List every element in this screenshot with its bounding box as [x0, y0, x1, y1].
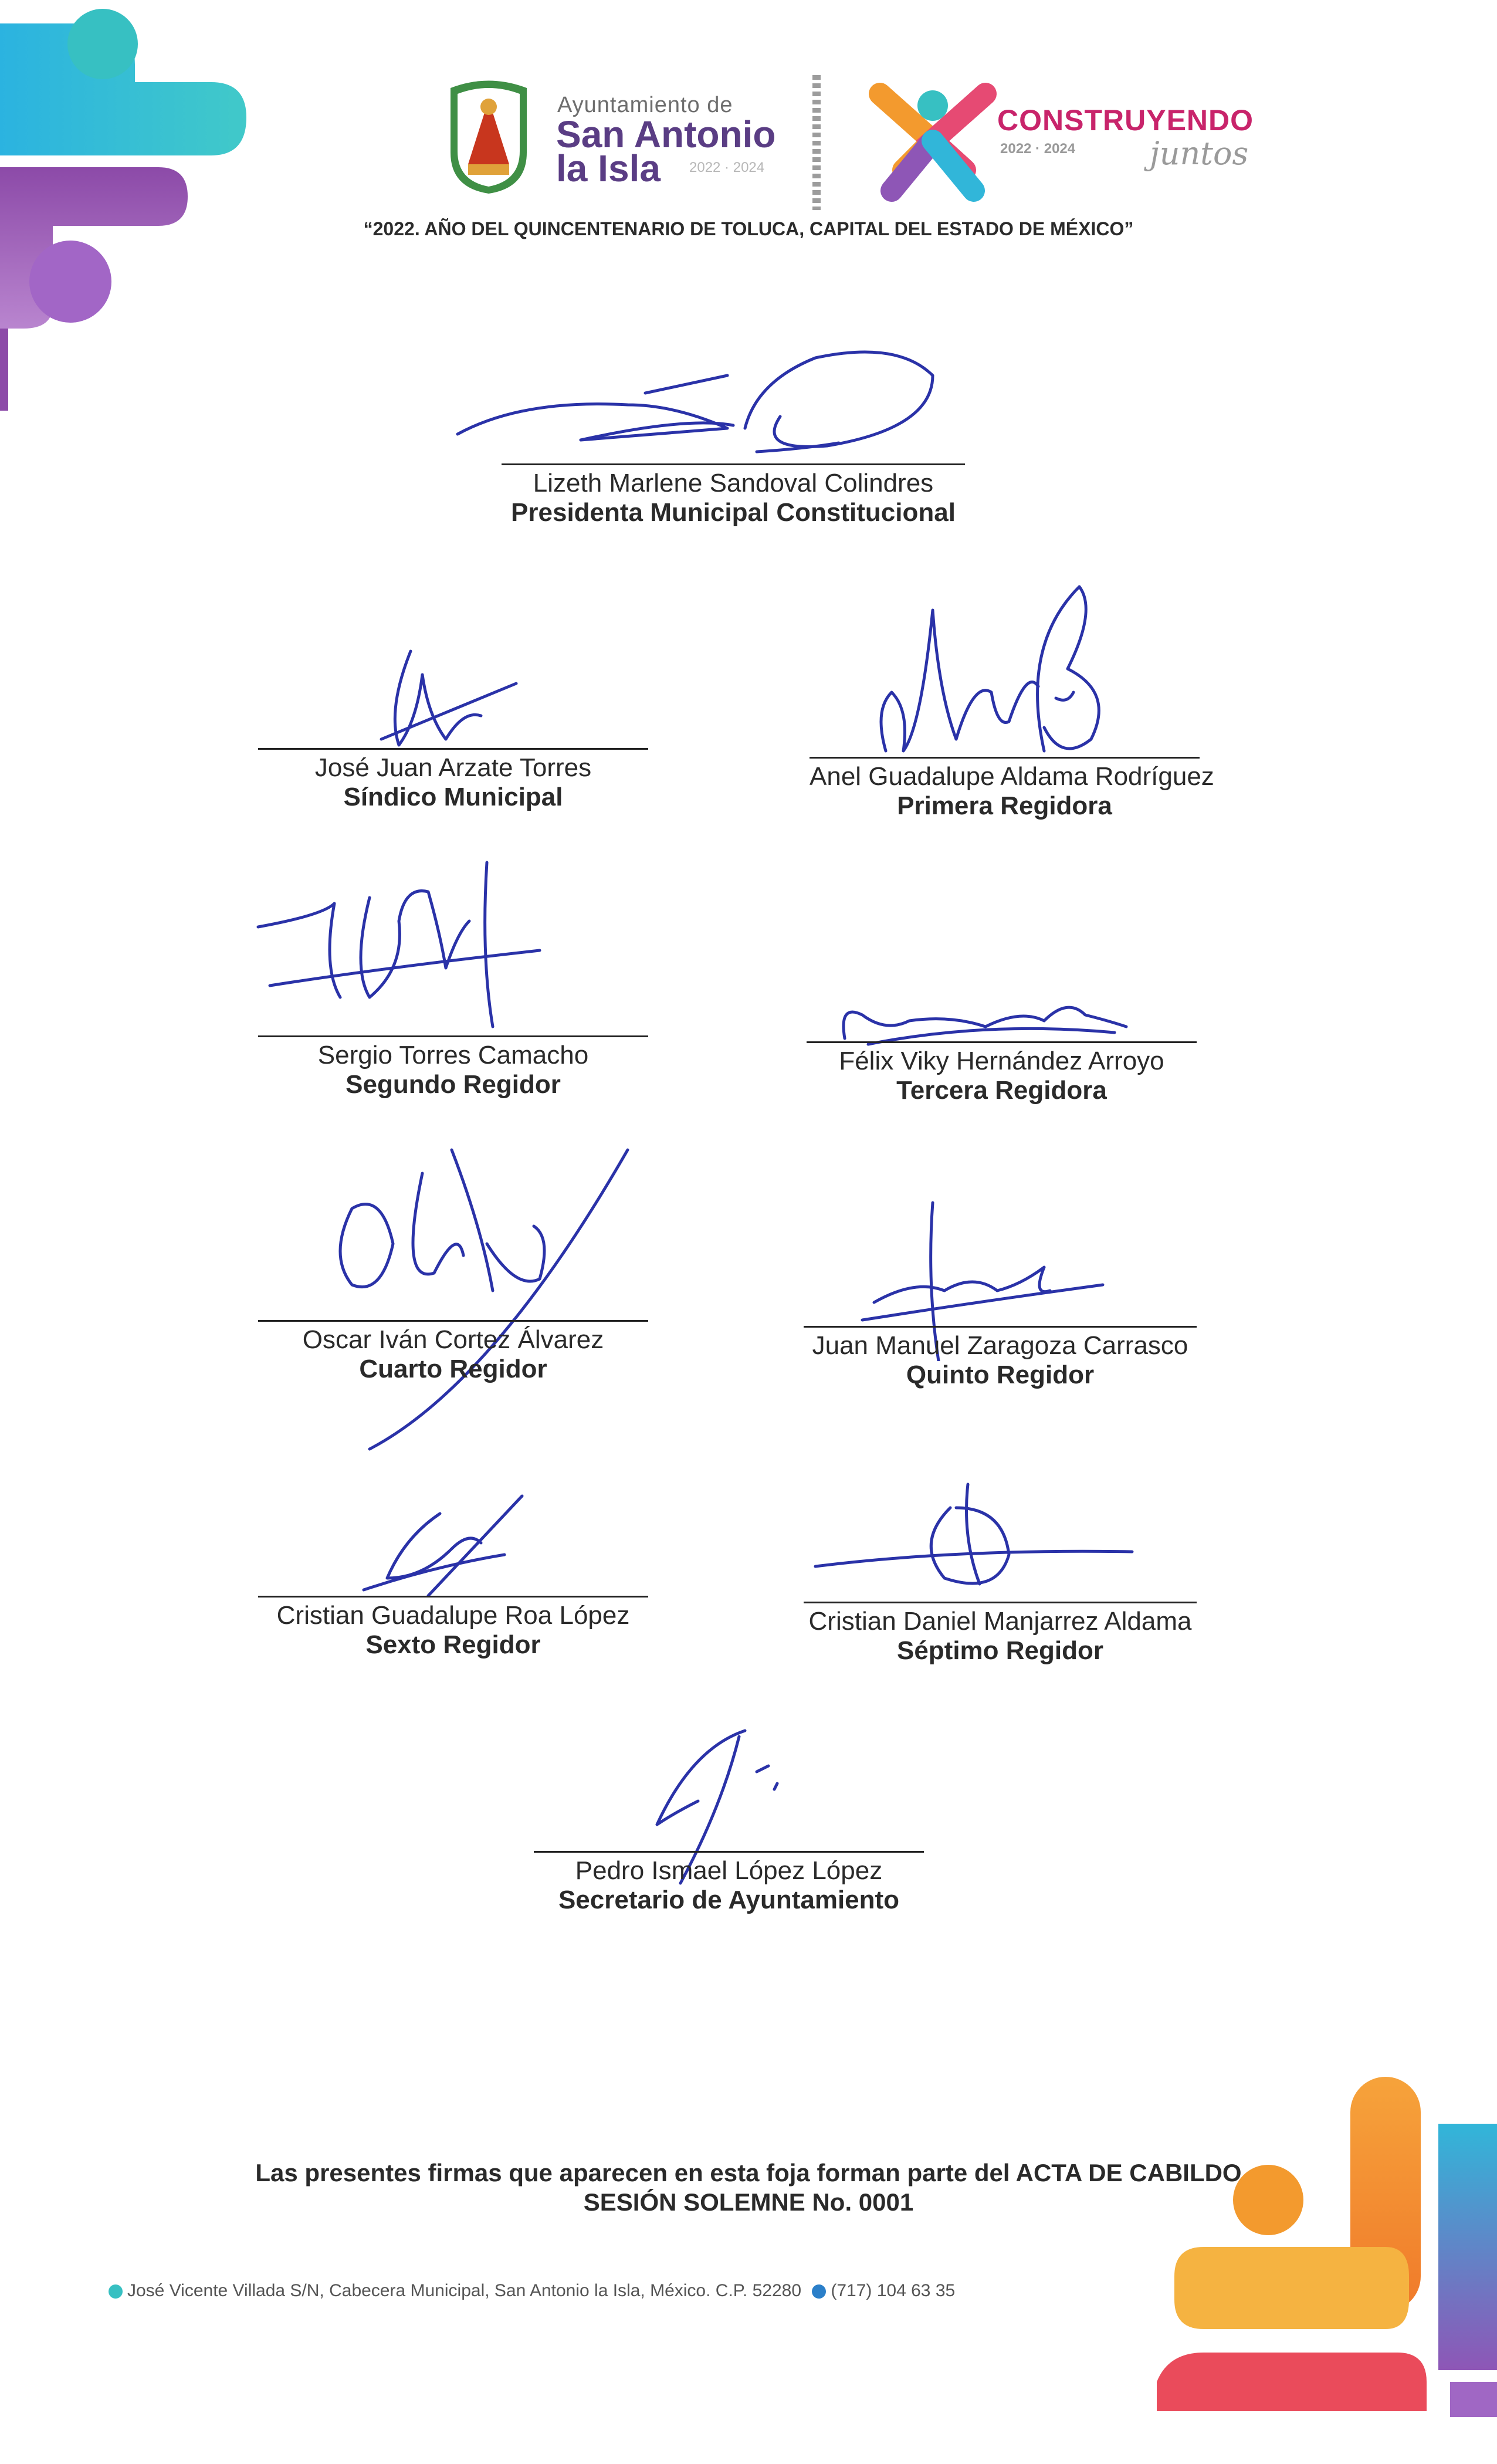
decorative-corner-art-bottom-right: [1133, 2053, 1497, 2464]
municipality-name-line1: San Antonio: [556, 113, 776, 155]
municipality-name-line2: la Isla: [556, 147, 661, 189]
footer-phone-text: (717) 104 63 35: [831, 2281, 956, 2300]
footer-contact: [109, 2281, 955, 2301]
signatory-name: Anel Guadalupe Aldama Rodríguez: [810, 762, 1214, 791]
signatory-role: Segundo Regidor: [346, 1070, 561, 1099]
signature-line: [807, 1041, 1197, 1043]
signature-graphic: [364, 639, 540, 757]
signature-block-sexto-regidor: [258, 1596, 648, 1660]
signature-block-tercera-regidora: [807, 1041, 1197, 1105]
signatory-name: Sergio Torres Camacho: [317, 1041, 589, 1069]
footer-address-text: José Vicente Villada S/N, Cabecera Municipal, San Antonio la Isla, México. C.P. 52280: [127, 2281, 802, 2300]
signatory-name: Pedro Ismael López López: [575, 1856, 883, 1885]
signatory-role: Cuarto Regidor: [359, 1355, 547, 1383]
signature-graphic: [317, 1138, 634, 1455]
signature-line: [258, 748, 648, 750]
signature-line: [804, 1326, 1197, 1328]
signatory-name: Juan Manuel Zaragoza Carrasco: [812, 1331, 1188, 1360]
header-divider: [812, 75, 821, 210]
signature-block-cuarto-regidor: [258, 1320, 648, 1384]
document-motto: “2022. AÑO DEL QUINCENTENARIO DE TOLUCA, CAPITAL DEL ESTADO DE MÉXICO”: [363, 218, 1134, 239]
signature-graphic: [868, 575, 1115, 769]
signature-block-quinto-regidor: [804, 1326, 1197, 1390]
signatory-role: Presidenta Municipal Constitucional: [511, 498, 956, 527]
signatory-name: Cristian Guadalupe Roa López: [276, 1601, 630, 1630]
signature-graphic: [252, 851, 546, 1044]
municipality-years: 2022 · 2024: [689, 160, 765, 175]
ayuntamiento-label: Ayuntamiento de: [557, 93, 733, 117]
signature-block-presidenta: [502, 463, 965, 527]
construyendo-logo: [868, 82, 997, 202]
footer-note-line1: Las presentes firmas que aparecen en esta foja forman parte del ACTA DE CABILDO: [255, 2159, 1242, 2187]
signatory-role: Tercera Regidora: [896, 1076, 1107, 1105]
signatory-role: Quinto Regidor: [906, 1360, 1095, 1389]
signature-graphic: [352, 1490, 528, 1607]
signatory-role: Séptimo Regidor: [896, 1636, 1104, 1665]
signature-line: [810, 757, 1200, 759]
signature-graphic: [810, 1473, 1138, 1602]
signature-line: [804, 1602, 1197, 1603]
signatory-name: Lizeth Marlene Sandoval Colindres: [533, 469, 934, 497]
campaign-script: juntos: [1150, 135, 1249, 172]
signatory-name: Cristian Daniel Manjarrez Aldama: [808, 1607, 1192, 1636]
signatory-role: Sexto Regidor: [365, 1630, 541, 1659]
phone-dot-icon: [812, 2284, 826, 2299]
signature-block-segundo-regidor: [258, 1035, 648, 1099]
signature-block-primera-regidora: [810, 757, 1214, 821]
signature-line: [258, 1320, 648, 1322]
signatory-name: Oscar Iván Cortez Álvarez: [302, 1325, 604, 1354]
campaign-years: 2022 · 2024: [1000, 141, 1076, 157]
signature-block-secretario: [534, 1851, 924, 1915]
signature-graphic: [452, 329, 991, 463]
signature-block-sindico: [258, 748, 648, 812]
municipal-seal-logo: [445, 76, 533, 197]
signature-line: [258, 1596, 648, 1597]
signature-block-septimo-regidor: [804, 1602, 1197, 1666]
signature-line: [502, 463, 965, 465]
signature-line: [534, 1851, 924, 1853]
signatory-role: Secretario de Ayuntamiento: [558, 1886, 900, 1914]
campaign-title: CONSTRUYENDO: [997, 104, 1254, 137]
decorative-corner-art-top-left: [0, 0, 270, 422]
location-dot-icon: [109, 2284, 123, 2299]
signatory-name: José Juan Arzate Torres: [314, 753, 592, 782]
footer-note-line2: SESIÓN SOLEMNE No. 0001: [583, 2188, 914, 2216]
signatory-role: Síndico Municipal: [343, 783, 563, 811]
signatory-name: Félix Viky Hernández Arroyo: [839, 1047, 1164, 1075]
signature-line: [258, 1035, 648, 1037]
signatory-role: Primera Regidora: [897, 791, 1112, 820]
